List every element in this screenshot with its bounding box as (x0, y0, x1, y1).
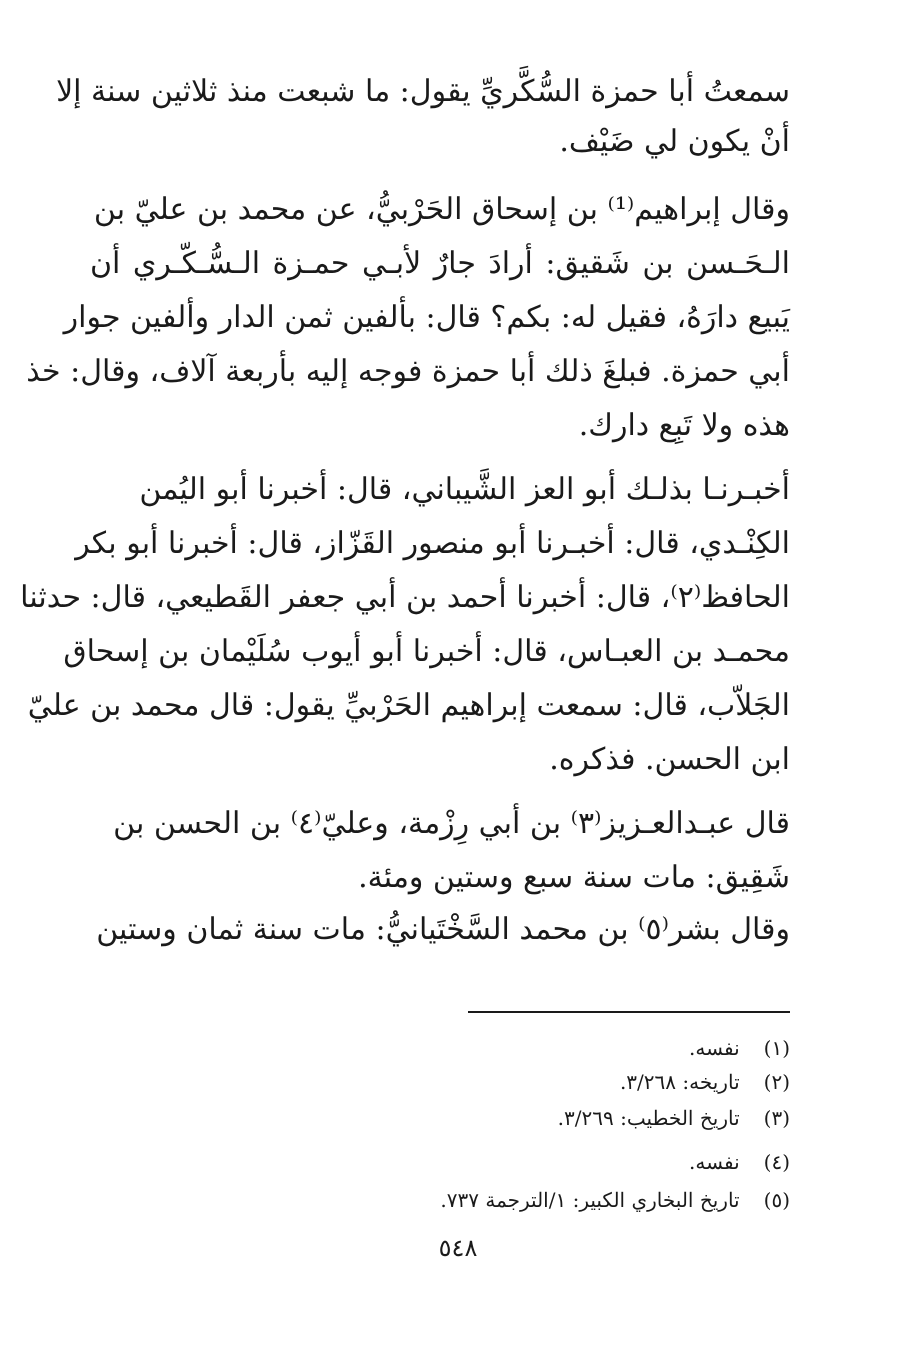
footnote-number: (١) (763, 1036, 790, 1060)
body-line-15: شَقِيق: مات سنة سبع وستين ومئة. (358, 860, 790, 895)
body-line-5: يَبيع دارَهُ، فقيل له: بكم؟ قال: بألفين ثمن الدار وألفين جوار (63, 300, 790, 335)
body-line-14: قال عبـدالعـزيز⁽٣⁾ بن أبي رِزْمة، وعليّ⁽٤⁾ بن الحسن بن (113, 806, 790, 841)
footnote-text: تاريخ الخطيب: ٣/٢٦٩. (557, 1106, 740, 1130)
body-line-10: الحافظ⁽٢⁾، قال: أخبرنا أحمد بن أبي جعفر القَطيعي، قال: حدثنا (20, 580, 790, 615)
footnote-3 (90, 1104, 790, 1132)
footnote-text: تاريخه: ٣/٢٦٨. (619, 1070, 740, 1094)
body-line-6: أبي حمزة. فبلغَ ذلك أبا حمزة فوجه إليه بأربعة آلاف، وقال: خذ (26, 354, 790, 389)
footnote-text: نفسه. (689, 1036, 740, 1060)
body-line-16: وقال بشر⁽٥⁾ بن محمد السَّخْتَيانيُّ: مات سنة ثمان وستين (96, 912, 790, 947)
body-line-13: ابن الحسن. فذكره. (549, 742, 790, 777)
footnote-number: (٣) (763, 1106, 790, 1130)
footnote-5 (90, 1186, 790, 1214)
body-line-11: محمـد بن العبـاس، قال: أخبرنا أبو أيوب سُلَيْمان بن إسحاق (63, 634, 790, 669)
body-line-2: أنْ يكون لي ضَيْف. (559, 124, 790, 159)
body-line-8: أخبـرنـا بذلـك أبو العز الشَّيباني، قال: أخبرنا أبو اليُمن (139, 472, 790, 507)
footnote-number: (٢) (763, 1070, 790, 1094)
page-number: ٥٤٨ (438, 1234, 478, 1262)
body-line-4: الـحَـسن بن شَقيق: أرادَ جارٌ لأبـي حمـزة الـسُّـكّـري أن (90, 246, 790, 281)
footnote-number: (٤) (763, 1150, 790, 1174)
footnote-number: (٥) (763, 1188, 790, 1212)
body-line-9: الكِنْـدي، قال: أخبـرنا أبو منصور القَزّاز، قال: أخبرنا أبو بكر (75, 526, 790, 561)
body-line-3: وقال إبراهيم⁽¹⁾ بن إسحاق الحَرْبيُّ، عن محمد بن عليّ بن (93, 192, 790, 227)
body-line-1: سمعتُ أبا حمزة السُّكَّريِّ يقول: ما شبعت منذ ثلاثين سنة إلا (56, 74, 790, 109)
footnote-4 (90, 1148, 790, 1176)
footnote-2 (90, 1068, 790, 1096)
footnote-1 (90, 1034, 790, 1062)
footnote-text: نفسه. (689, 1150, 740, 1174)
body-line-7: هذه ولا تَبِع دارك. (578, 408, 790, 443)
body-line-12: الجَلاّب، قال: سمعت إبراهيم الحَرْبيِّ يقول: قال محمد بن عليّ (27, 688, 790, 723)
footnote-rule (468, 1011, 790, 1013)
footnote-text: تاريخ البخاري الكبير: ١/الترجمة ٧٣٧. (440, 1188, 740, 1212)
